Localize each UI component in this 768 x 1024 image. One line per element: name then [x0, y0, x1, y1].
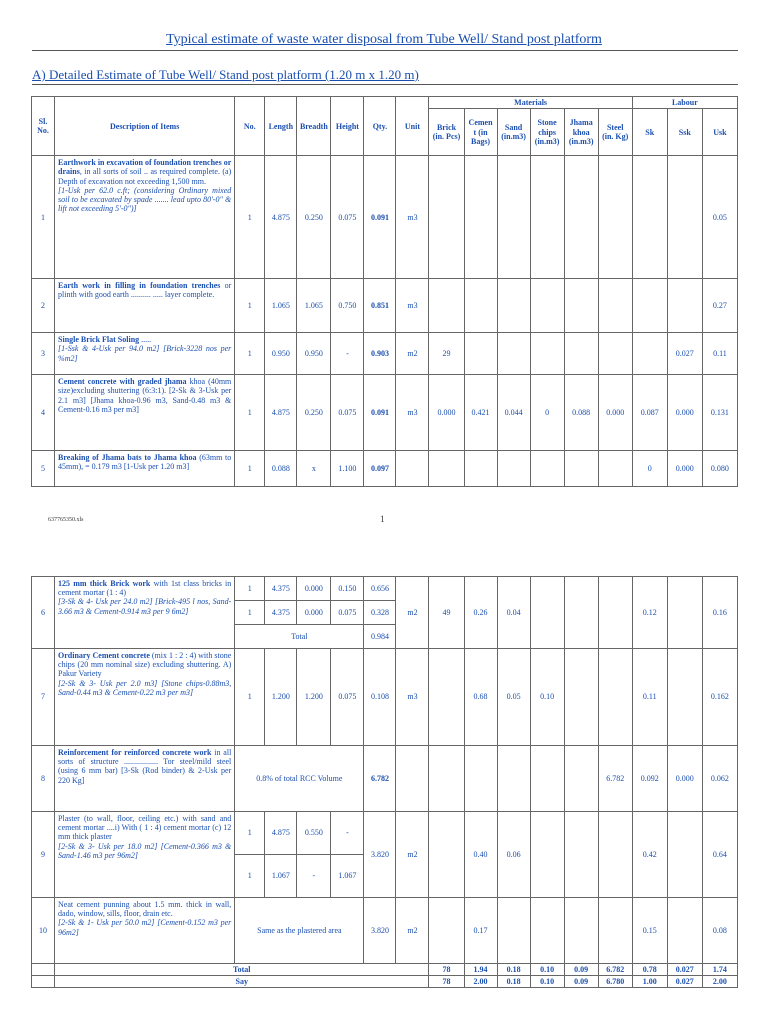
cell-ssk: [667, 649, 702, 746]
header-description: Description of Items: [55, 97, 235, 156]
cell-breadth: -: [297, 855, 331, 898]
table-row: [32, 333, 738, 375]
say-jhama: 0.09: [564, 976, 598, 988]
cell-jhama: [564, 812, 598, 898]
cell-sk: [632, 333, 667, 375]
header-stone: Stone chips (in.m3): [530, 109, 564, 156]
cell-qty: 0.091: [364, 156, 396, 279]
header-cement: Cemen t (in Bags): [464, 109, 497, 156]
cell-height: 0.075: [331, 375, 364, 451]
cell-stone: 0: [530, 375, 564, 451]
cell-usk: 0.27: [702, 279, 737, 333]
cell-description: Neat cement punning about 1.5 mm. thick in wall, dado, window, sills, floor, drain etc. [2-Sk & 1- Usk per 50.0 m2] [Cement-0.152 m3 per 96m2]: [55, 898, 235, 964]
cell-qty: 0.851: [364, 279, 396, 333]
cell-sk: [632, 279, 667, 333]
cell-sl: 7: [32, 649, 55, 746]
cell-steel: [598, 451, 632, 487]
cell-length: 0.950: [265, 333, 297, 375]
cell-jhama: [564, 649, 598, 746]
header-qty: Qty.: [364, 97, 396, 156]
total-row: [32, 964, 738, 976]
table-row: [32, 156, 738, 279]
cell-no: 1: [235, 855, 265, 898]
total-steel: 6.782: [598, 964, 632, 976]
header-height: Height: [331, 97, 364, 156]
cell-no: 1: [235, 375, 265, 451]
cell-cement: 0.40: [464, 812, 497, 898]
cell-unit: [396, 451, 429, 487]
header-usk: Usk: [702, 109, 737, 156]
cell-stone: [530, 279, 564, 333]
cell-usk: 0.08: [702, 898, 737, 964]
cell-breadth: 0.550: [297, 812, 331, 855]
say-label: Say: [55, 976, 429, 988]
cell-cement: [464, 279, 497, 333]
say-steel: 6.780: [598, 976, 632, 988]
cell-brick: 29: [429, 333, 464, 375]
cell-ssk: 0.000: [667, 375, 702, 451]
cell-steel: [598, 649, 632, 746]
cell-no: 1: [235, 279, 265, 333]
cell-sand: [497, 156, 530, 279]
cell-unit: m2: [396, 812, 429, 898]
say-sk: 1.00: [632, 976, 667, 988]
table-row: [32, 451, 738, 487]
cell-cement: [464, 156, 497, 279]
cell-sk: [632, 156, 667, 279]
cell-no: 1: [235, 156, 265, 279]
cell-usk: 0.062: [702, 746, 737, 812]
total-jhama: 0.09: [564, 964, 598, 976]
cell-height: 0.075: [331, 156, 364, 279]
cell-jhama: [564, 577, 598, 649]
cell-sk: 0.15: [632, 898, 667, 964]
header-sl: Sl. No.: [32, 97, 55, 156]
cell-brick: [429, 898, 464, 964]
cell-breadth: x: [297, 451, 331, 487]
cell-height: 1.067: [331, 855, 364, 898]
cell-sand: [497, 898, 530, 964]
cell-stone: [530, 898, 564, 964]
cell-usk: 0.080: [702, 451, 737, 487]
header-sand: Sand (in.m3): [497, 109, 530, 156]
cell-sl: 10: [32, 898, 55, 964]
divider: [32, 50, 738, 51]
cell-stone: [530, 577, 564, 649]
cell-sk: 0.11: [632, 649, 667, 746]
cell-sand: [497, 746, 530, 812]
cell-description: Earthwork in excavation of foundation trenches or drains, in all sorts of soil .. as required complete. (a) Depth of excavation not exceeding 1,500 mm. [1-Usk per 62.0 c.ft; (considering Ordinary mixed soil to be excavated by spade ....... lead upto 80'-0" & lift not exceeding 5'-0")]: [55, 156, 235, 279]
estimate-table-part1: [31, 96, 738, 487]
cell-steel: [598, 898, 632, 964]
cell-cement: [464, 746, 497, 812]
cell-sand: 0.06: [497, 812, 530, 898]
cell-jhama: [564, 279, 598, 333]
cell-sl: 3: [32, 333, 55, 375]
total-ssk: 0.027: [667, 964, 702, 976]
cell-ssk: [667, 577, 702, 649]
cell-sk: 0: [632, 451, 667, 487]
cell-jhama: [564, 333, 598, 375]
say-cement: 2.00: [464, 976, 497, 988]
cell-length: 4.875: [265, 156, 297, 279]
cell-usk: 0.162: [702, 649, 737, 746]
cell-breadth: 1.200: [297, 649, 331, 746]
table-row: [32, 898, 738, 964]
cell-steel: 0.000: [598, 375, 632, 451]
cell-usk: 0.11: [702, 333, 737, 375]
cell-brick: [429, 649, 464, 746]
section-title: A) Detailed Estimate of Tube Well/ Stand post platform (1.20 m x 1.20 m): [32, 67, 419, 82]
cell-brick: [429, 746, 464, 812]
cell-steel: [598, 333, 632, 375]
cell-brick: [429, 156, 464, 279]
cell-usk: 0.64: [702, 812, 737, 898]
cell-description: Reinforcement for reinforced concrete work in all sorts of structure ................. Tor steel/mild steel (using 6 mm bar) [3-Sk (Rod binder) & 2-Usk per 220 Kg]: [55, 746, 235, 812]
cell-no: 1: [235, 577, 265, 601]
cell-jhama: [564, 156, 598, 279]
cell-cement: [464, 333, 497, 375]
cell-ssk: 0.027: [667, 333, 702, 375]
cell-length: 0.088: [265, 451, 297, 487]
cell-ssk: [667, 898, 702, 964]
cell-qty: 3.820: [364, 898, 396, 964]
cell-description: Plaster (to wall, floor, ceiling etc.) with sand and cement mortar ....i) With ( 1 : 4) cement mortar (c) 12 mm thick plaster [2-Sk & 3- Usk per 18.0 m2] [Cement-0.366 m3 & Sand-1.46 m3 per 96m2]: [55, 812, 235, 898]
page-title: Typical estimate of waste water disposal from Tube Well/ Stand post platform: [166, 32, 602, 47]
say-stone: 0.10: [530, 976, 564, 988]
header-labour: Labour: [632, 97, 737, 109]
cell-usk: 0.16: [702, 577, 737, 649]
cell-sand: [497, 279, 530, 333]
cell-description: Ordinary Cement concrete (mix 1 : 2 : 4) with stone chips (20 mm nominal size) excluding shuttering. A) Pakur Variety [2-Sk & 3- Usk per 2.0 m3] [Stone chips-0.88m3, Sand-0.44 m3 & Cement-0.22 m3 per m3]: [55, 649, 235, 746]
cell-sand: [497, 333, 530, 375]
cell-sl: 8: [32, 746, 55, 812]
table-row: [32, 375, 738, 451]
cell-length: 4.875: [265, 812, 297, 855]
cell-brick: [429, 279, 464, 333]
cell-qty: 6.782: [364, 746, 396, 812]
cell-note: 0.8% of total RCC Volume: [235, 746, 364, 812]
cell-sl: 1: [32, 156, 55, 279]
cell-total-label: Total: [235, 625, 364, 649]
cell-unit: m3: [396, 279, 429, 333]
cell-brick: [429, 812, 464, 898]
cell-height: 0.075: [331, 601, 364, 625]
cell-usk: 0.05: [702, 156, 737, 279]
cell-jhama: [564, 451, 598, 487]
cell-blank: [32, 976, 55, 988]
cell-qty: 3.820: [364, 812, 396, 898]
cell-description: 125 mm thick Brick work with 1st class bricks in cement mortar (1 : 4) [3-Sk & 4- Usk per 24.0 m2] [Brick-495 l nos, Sand-3.66 m3 & Cement-0.914 m3 per 9 6m2]: [55, 577, 235, 649]
cell-description: Single Brick Flat Soling ..... [1-Ssk & 4-Usk per 94.0 m2] [Brick-3228 nos per %m2]: [55, 333, 235, 375]
cell-jhama: 0.088: [564, 375, 598, 451]
cell-sand: 0.04: [497, 577, 530, 649]
cell-height: 0.150: [331, 577, 364, 601]
cell-no: 1: [235, 451, 265, 487]
cell-height: -: [331, 812, 364, 855]
cell-unit: m3: [396, 156, 429, 279]
cell-usk: 0.131: [702, 375, 737, 451]
cell-cement: [464, 451, 497, 487]
cell-breadth: 0.950: [297, 333, 331, 375]
estimate-table-part2: [31, 576, 738, 988]
cell-cement: 0.26: [464, 577, 497, 649]
cell-length: 1.200: [265, 649, 297, 746]
header-no: No.: [235, 97, 265, 156]
cell-sl: 6: [32, 577, 55, 649]
header-materials: Materials: [429, 97, 632, 109]
cell-sl: 2: [32, 279, 55, 333]
cell-ssk: [667, 279, 702, 333]
cell-sl: 9: [32, 812, 55, 898]
table-row: [32, 649, 738, 746]
header-unit: Unit: [396, 97, 429, 156]
cell-height: 0.075: [331, 649, 364, 746]
cell-unit: m2: [396, 333, 429, 375]
cell-cement: 0.68: [464, 649, 497, 746]
cell-brick: 49: [429, 577, 464, 649]
cell-breadth: 0.250: [297, 375, 331, 451]
cell-stone: [530, 156, 564, 279]
total-sand: 0.18: [497, 964, 530, 976]
total-stone: 0.10: [530, 964, 564, 976]
cell-unit: m2: [396, 898, 429, 964]
cell-steel: [598, 812, 632, 898]
total-sk: 0.78: [632, 964, 667, 976]
cell-qty: 0.091: [364, 375, 396, 451]
cell-steel: [598, 577, 632, 649]
total-label: Total: [55, 964, 429, 976]
cell-sl: 5: [32, 451, 55, 487]
cell-cement: 0.17: [464, 898, 497, 964]
cell-note: Same as the plastered area: [235, 898, 364, 964]
cell-qty: 0.097: [364, 451, 396, 487]
say-brick: 78: [429, 976, 464, 988]
cell-unit: m3: [396, 649, 429, 746]
cell-cement: 0.421: [464, 375, 497, 451]
footer-filename: 637765350.xls: [48, 517, 84, 523]
table-row: [32, 577, 738, 601]
cell-jhama: [564, 898, 598, 964]
cell-length: 1.065: [265, 279, 297, 333]
say-ssk: 0.027: [667, 976, 702, 988]
cell-length: 4.375: [265, 577, 297, 601]
cell-sk: 0.087: [632, 375, 667, 451]
cell-description: Breaking of Jhama bats to Jhama khoa (63mm to 45mm), = 0.179 m3 [1-Usk per 1.20 m3]: [55, 451, 235, 487]
cell-breadth: 0.000: [297, 601, 331, 625]
cell-qty: 0.903: [364, 333, 396, 375]
divider: [32, 84, 738, 85]
cell-sk: 0.42: [632, 812, 667, 898]
cell-unit: m3: [396, 375, 429, 451]
cell-unit: m2: [396, 577, 429, 649]
cell-height: 1.100: [331, 451, 364, 487]
cell-no: 1: [235, 649, 265, 746]
header-brick: Brick (in. Pcs): [429, 109, 464, 156]
cell-stone: [530, 333, 564, 375]
cell-sand: 0.044: [497, 375, 530, 451]
cell-length: 4.875: [265, 375, 297, 451]
cell-stone: [530, 451, 564, 487]
cell-ssk: [667, 812, 702, 898]
cell-qty: 0.656: [364, 577, 396, 601]
footer-page-number: 1: [380, 514, 385, 524]
cell-ssk: 0.000: [667, 451, 702, 487]
cell-ssk: [667, 156, 702, 279]
cell-description: Cement concrete with graded jhama khoa (40mm size)excluding shuttering (6:3:1). [2-Sk & 3-Usk per 2.1 m3] [Jhama khoa-0.96 m3, Sand-0.48 m3 & Cement-0.16 m3 per m3]: [55, 375, 235, 451]
cell-height: -: [331, 333, 364, 375]
cell-unit: [396, 746, 429, 812]
say-sand: 0.18: [497, 976, 530, 988]
cell-length: 1.067: [265, 855, 297, 898]
cell-no: 1: [235, 601, 265, 625]
total-usk: 1.74: [702, 964, 737, 976]
cell-steel: 6.782: [598, 746, 632, 812]
cell-qty: 0.328: [364, 601, 396, 625]
cell-sand: [497, 451, 530, 487]
table-row: [32, 812, 738, 855]
header-breadth: Breadth: [297, 97, 331, 156]
cell-jhama: [564, 746, 598, 812]
total-brick: 78: [429, 964, 464, 976]
header-ssk: Ssk: [667, 109, 702, 156]
cell-ssk: 0.000: [667, 746, 702, 812]
cell-sl: 4: [32, 375, 55, 451]
cell-no: 1: [235, 812, 265, 855]
header-sk: Sk: [632, 109, 667, 156]
cell-sk: 0.092: [632, 746, 667, 812]
cell-breadth: 0.250: [297, 156, 331, 279]
cell-steel: [598, 279, 632, 333]
cell-length: 4.375: [265, 601, 297, 625]
cell-sk: 0.12: [632, 577, 667, 649]
cell-steel: [598, 156, 632, 279]
cell-stone: [530, 746, 564, 812]
table-row: [32, 279, 738, 333]
cell-height: 0.750: [331, 279, 364, 333]
header-length: Length: [265, 97, 297, 156]
cell-sand: 0.05: [497, 649, 530, 746]
cell-no: 1: [235, 333, 265, 375]
total-cement: 1.94: [464, 964, 497, 976]
cell-breadth: 0.000: [297, 577, 331, 601]
cell-stone: [530, 812, 564, 898]
cell-blank: [32, 964, 55, 976]
header-steel: Steel (in. Kg): [598, 109, 632, 156]
cell-breadth: 1.065: [297, 279, 331, 333]
table-row: [32, 746, 738, 812]
cell-qty: 0.108: [364, 649, 396, 746]
say-row: [32, 976, 738, 988]
say-usk: 2.00: [702, 976, 737, 988]
cell-brick: [429, 451, 464, 487]
header-jhama: Jhama khoa (in.m3): [564, 109, 598, 156]
cell-description: Earth work in filling in foundation trenches or plinth with good earth .......... ..... layer complete.: [55, 279, 235, 333]
cell-stone: 0.10: [530, 649, 564, 746]
cell-total-qty: 0.984: [364, 625, 396, 649]
cell-brick: 0.000: [429, 375, 464, 451]
